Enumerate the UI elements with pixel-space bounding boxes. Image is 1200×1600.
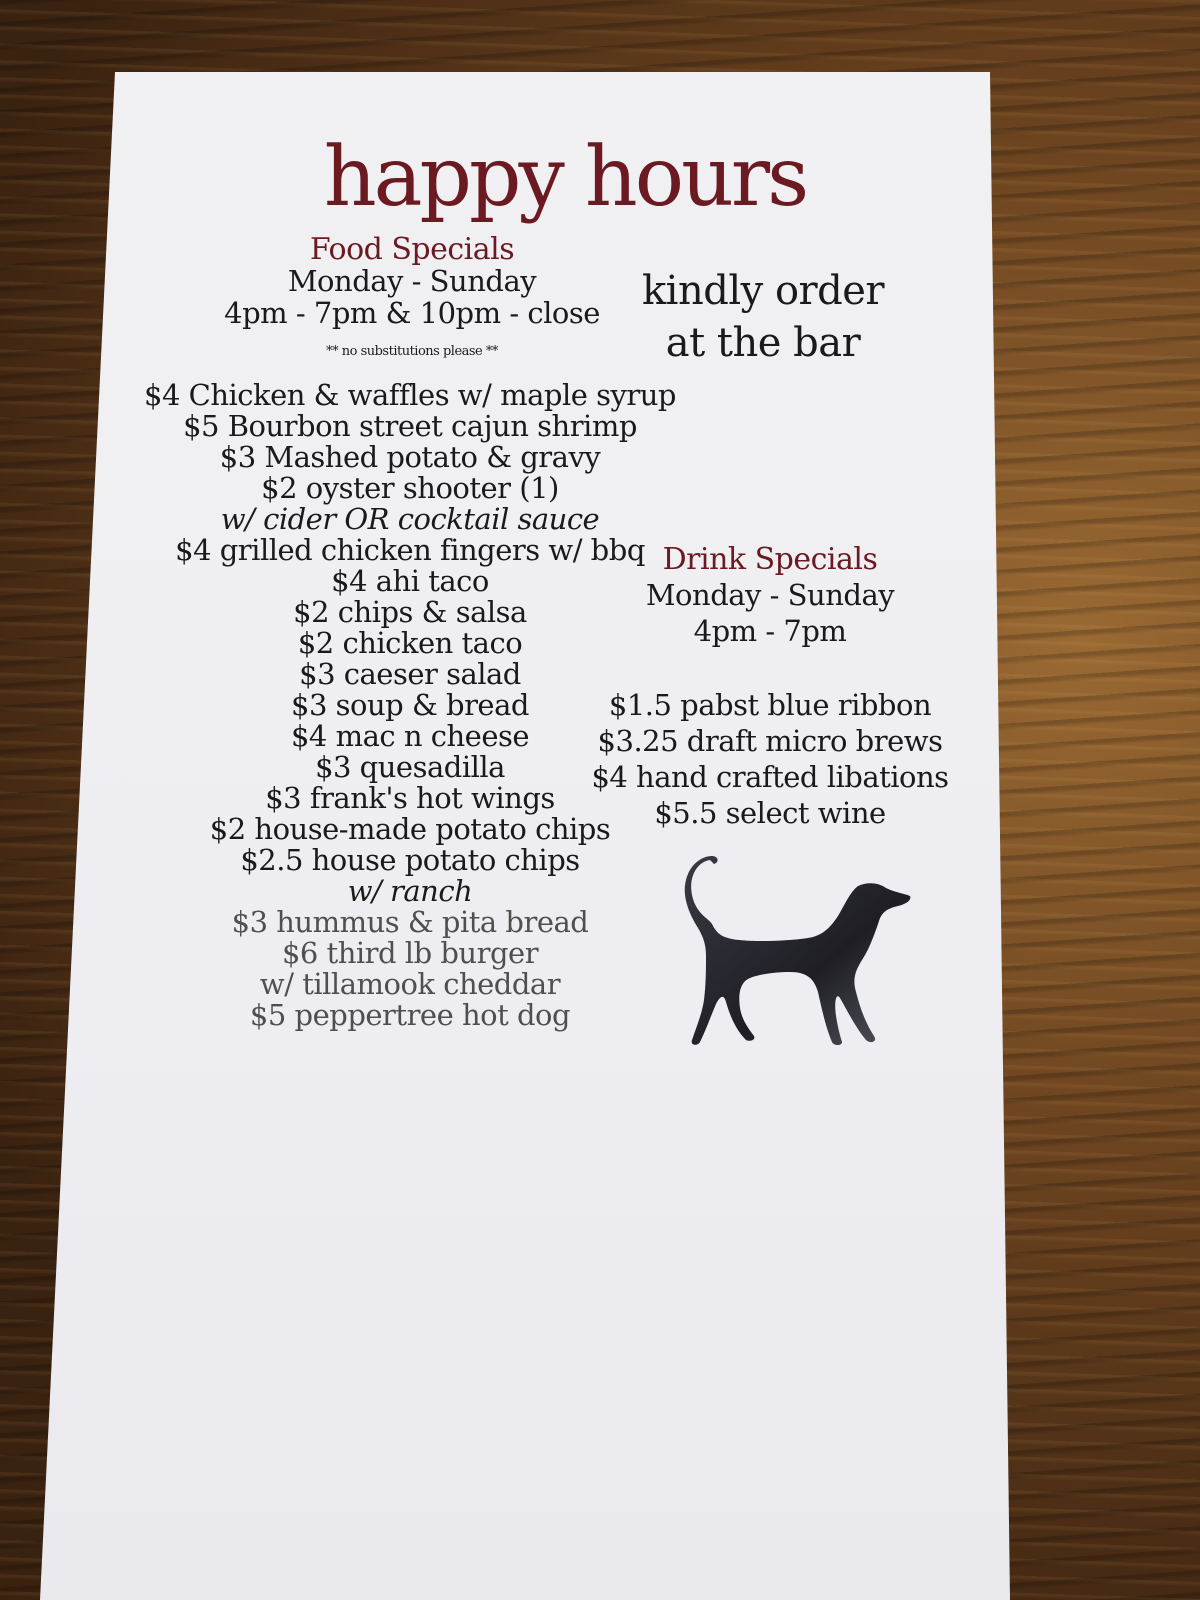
food-item: $6 third lb burger xyxy=(281,936,539,970)
food-item: $2.5 house potato chips xyxy=(240,843,580,877)
food-item: $2 chips & salsa xyxy=(293,595,527,629)
menu-title: happy hours xyxy=(323,130,807,225)
food-item: $4 ahi taco xyxy=(331,564,489,598)
drink-days: Monday - Sunday xyxy=(645,578,895,612)
food-item: $2 oyster shooter (1) xyxy=(261,471,559,505)
food-item: $3 hummus & pita bread xyxy=(231,905,589,939)
food-days: Monday - Sunday xyxy=(287,264,537,298)
drink-item: $4 hand crafted libations xyxy=(591,760,949,794)
food-specials-heading: Food Specials xyxy=(309,232,515,267)
food-item: $3 Mashed potato & gravy xyxy=(219,440,601,474)
order-note-line1: kindly order xyxy=(641,268,885,314)
food-hours: 4pm - 7pm & 10pm - close xyxy=(224,296,600,330)
food-item-note: w/ tillamook cheddar xyxy=(259,967,561,1001)
food-item: $5 peppertree hot dog xyxy=(249,998,571,1032)
food-item: $3 frank's hot wings xyxy=(265,781,555,815)
drink-hours: 4pm - 7pm xyxy=(693,614,847,648)
food-item: $4 grilled chicken fingers w/ bbq xyxy=(175,533,645,567)
food-item: $3 caeser salad xyxy=(299,657,521,691)
substitutions-note: ** no substitutions please ** xyxy=(326,344,498,359)
food-item: $4 mac n cheese xyxy=(290,719,530,753)
food-item-note: w/ ranch xyxy=(347,874,473,908)
drink-item: $1.5 pabst blue ribbon xyxy=(608,688,932,722)
food-item: $3 soup & bread xyxy=(291,688,529,722)
food-item: $3 quesadilla xyxy=(315,750,505,784)
drink-specials-heading: Drink Specials xyxy=(662,542,878,577)
order-note-line2: at the bar xyxy=(665,320,861,366)
food-item: $2 chicken taco xyxy=(297,626,523,660)
food-item-note: w/ cider OR cocktail sauce xyxy=(220,502,600,536)
food-item: $5 Bourbon street cajun shrimp xyxy=(183,409,637,443)
drink-item: $5.5 select wine xyxy=(654,796,886,830)
food-item: $4 Chicken & waffles w/ maple syrup xyxy=(144,378,676,412)
dog-silhouette-icon xyxy=(680,852,920,1062)
food-item: $2 house-made potato chips xyxy=(209,812,611,846)
drink-item: $3.25 draft micro brews xyxy=(597,724,943,758)
